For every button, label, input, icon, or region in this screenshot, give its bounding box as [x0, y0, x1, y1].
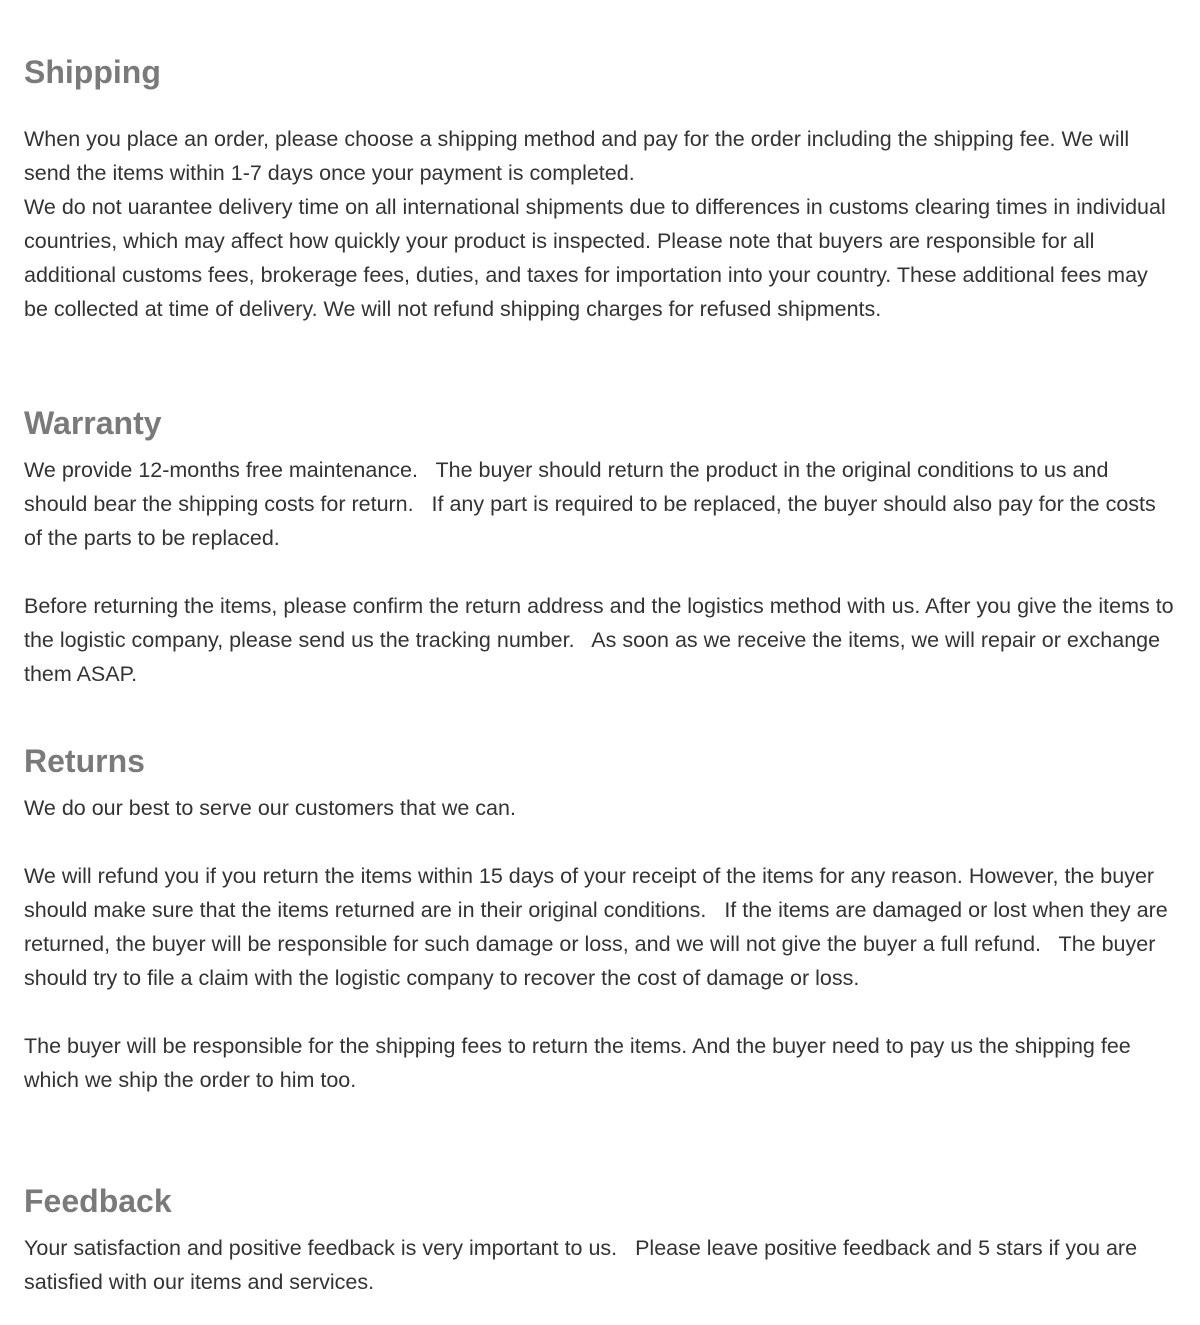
feedback-section	[24, 1181, 1174, 1299]
shipping-section	[24, 52, 1174, 326]
returns-paragraph-3: The buyer will be responsible for the shipping fees to return the items. And the buyer need to pay us the shipping fee which we ship the order to him too.	[24, 1034, 1137, 1092]
warranty-section	[24, 403, 1180, 691]
returns-section	[24, 741, 1174, 1097]
returns-heading: Returns	[24, 743, 145, 779]
feedback-heading: Feedback	[24, 1183, 172, 1219]
warranty-paragraph-2: Before returning the items, please confirm the return address and the logistics method with us. After you give the items to the logistic company, please send us the tracking number. As soon as we receive the items, we will repair or exchange them ASAP.	[24, 594, 1180, 686]
shipping-paragraph-1: When you place an order, please choose a shipping method and pay for the order including the shipping fee. We will send the items within 1-7 days once your payment is completed.	[24, 127, 1136, 185]
shipping-paragraph-2: We do not uarantee delivery time on all international shipments due to differences in customs clearing times in individual countries, which may affect how quickly your product is inspected. Please note that buyers are responsible for all additional customs fees, brokerage fees, duties, and taxes for importation into your country. These additional fees may be collected at time of delivery. We will not refund shipping charges for refused shipments.	[24, 195, 1172, 321]
paragraph-spacer	[24, 995, 1174, 1029]
paragraph-spacer	[24, 555, 1174, 589]
feedback-paragraph-1: Your satisfaction and positive feedback is very important to us. Please leave positive feedback and 5 stars if you are satisfied with our items and services.	[24, 1236, 1144, 1294]
warranty-paragraph-1: We provide 12-months free maintenance. The buyer should return the product in the original conditions to us and should bear the shipping costs for return. If any part is required to be replaced, the buyer should also pay for the costs of the parts to be replaced.	[24, 458, 1162, 550]
returns-paragraph-2: We will refund you if you return the items within 15 days of your receipt of the items for any reason. However, the buyer should make sure that the items returned are in their original conditions. If the items are damaged or lost when they are returned, the buyer will be responsible for such damage or loss, and we will not give the buyer a full refund. The buyer should try to file a claim with the logistic company to recover the cost of damage or loss.	[24, 864, 1174, 990]
warranty-heading: Warranty	[24, 405, 162, 441]
paragraph-spacer	[24, 825, 1174, 859]
shipping-heading: Shipping	[24, 54, 161, 90]
returns-paragraph-1: We do our best to serve our customers that we can.	[24, 796, 516, 820]
